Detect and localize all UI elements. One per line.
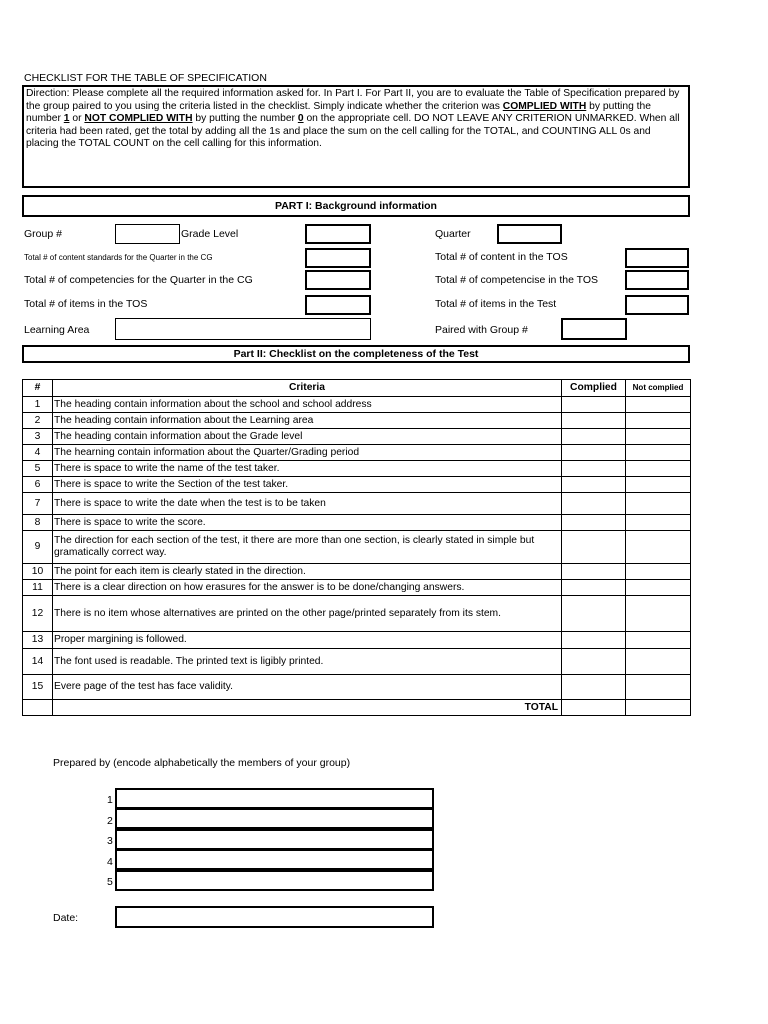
competencies-tos-input[interactable] bbox=[625, 270, 689, 290]
table-row bbox=[23, 493, 691, 515]
part2-header: Part II: Checklist on the completeness of the Test bbox=[22, 345, 690, 363]
row-number: 8 bbox=[23, 515, 53, 531]
direction-text-2: by putting the number bbox=[26, 100, 651, 124]
not-complied-cell[interactable] bbox=[626, 580, 691, 596]
items-tos-label: Total # of items in the TOS bbox=[24, 298, 148, 310]
direction-text-4: by putting the number bbox=[192, 113, 298, 124]
learning-area-input[interactable] bbox=[115, 318, 371, 340]
total-label: TOTAL bbox=[53, 700, 562, 716]
complied-cell[interactable] bbox=[562, 632, 626, 649]
grade-level-input[interactable] bbox=[305, 224, 371, 244]
complied-cell[interactable] bbox=[562, 564, 626, 580]
row-criterion: There is no item whose alternatives are printed on the other page/printed separately from its stem. bbox=[53, 596, 562, 632]
quarter-label: Quarter bbox=[435, 228, 471, 240]
row-number: 14 bbox=[23, 649, 53, 675]
complied-cell[interactable] bbox=[562, 461, 626, 477]
complied-cell[interactable] bbox=[562, 675, 626, 700]
not-complied-cell[interactable] bbox=[626, 632, 691, 649]
complied-cell[interactable] bbox=[562, 596, 626, 632]
row-criterion: The font used is readable. The printed text is ligibly printed. bbox=[53, 649, 562, 675]
content-standards-input[interactable] bbox=[305, 248, 371, 268]
not-complied-cell[interactable] bbox=[626, 477, 691, 493]
member-number: 1 bbox=[107, 794, 113, 806]
content-standards-label: Total # of content standards for the Quarter in the CG bbox=[24, 253, 213, 262]
row-number: 4 bbox=[23, 445, 53, 461]
not-complied-cell[interactable] bbox=[626, 429, 691, 445]
criteria-table bbox=[22, 379, 691, 716]
member-name-input[interactable] bbox=[115, 788, 434, 809]
not-complied-cell[interactable] bbox=[626, 397, 691, 413]
not-complied-cell[interactable] bbox=[626, 596, 691, 632]
table-row bbox=[23, 445, 691, 461]
table-row bbox=[23, 477, 691, 493]
row-number: 6 bbox=[23, 477, 53, 493]
table-row bbox=[23, 649, 691, 675]
member-name-input[interactable] bbox=[115, 849, 434, 870]
not-complied-cell[interactable] bbox=[626, 445, 691, 461]
col-not-complied-header: Not complied bbox=[626, 380, 691, 397]
complied-cell[interactable] bbox=[562, 493, 626, 515]
member-name-input[interactable] bbox=[115, 870, 434, 891]
complied-cell[interactable] bbox=[562, 413, 626, 429]
row-criterion: The heading contain information about the Grade level bbox=[53, 429, 562, 445]
complied-cell[interactable] bbox=[562, 397, 626, 413]
row-number: 11 bbox=[23, 580, 53, 596]
row-criterion: The hearning contain information about the Quarter/Grading period bbox=[53, 445, 562, 461]
table-row bbox=[23, 413, 691, 429]
content-tos-label: Total # of content in the TOS bbox=[435, 251, 568, 263]
paired-group-input[interactable] bbox=[561, 318, 627, 340]
competencies-cg-input[interactable] bbox=[305, 270, 371, 290]
table-row bbox=[23, 580, 691, 596]
items-tos-input[interactable] bbox=[305, 295, 371, 315]
complied-cell[interactable] bbox=[562, 580, 626, 596]
not-complied-with-term: NOT COMPLIED WITH bbox=[84, 113, 193, 124]
competencies-tos-label: Total # of competencise in the TOS bbox=[435, 274, 599, 286]
complied-cell[interactable] bbox=[562, 515, 626, 531]
direction-box bbox=[22, 85, 690, 188]
total-not-complied-cell[interactable] bbox=[626, 700, 691, 716]
direction-text-1: Direction: Please complete all the required information asked for. In Part I. For Part II, you are to evaluate the Table of Specification prepared by the group paired to you using the criteria listed in the checklist. Simply indicate whether the criterion was bbox=[26, 88, 680, 112]
paired-group-label: Paired with Group # bbox=[435, 324, 528, 336]
direction-text-3: or bbox=[69, 113, 85, 124]
not-complied-cell[interactable] bbox=[626, 493, 691, 515]
row-criterion: The heading contain information about the Learning area bbox=[53, 413, 562, 429]
number-zero: 0 bbox=[297, 113, 304, 124]
row-number: 2 bbox=[23, 413, 53, 429]
col-num-header: # bbox=[23, 380, 53, 397]
page-title: CHECKLIST FOR THE TABLE OF SPECIFICATION bbox=[24, 72, 267, 84]
col-complied-header: Complied bbox=[562, 380, 626, 397]
row-number: 5 bbox=[23, 461, 53, 477]
row-criterion: There is space to write the date when the test is to be taken bbox=[53, 493, 562, 515]
items-test-label: Total # of items in the Test bbox=[435, 298, 557, 310]
total-empty-cell bbox=[23, 700, 53, 716]
complied-cell[interactable] bbox=[562, 649, 626, 675]
member-number: 2 bbox=[107, 815, 113, 827]
learning-area-label: Learning Area bbox=[24, 324, 90, 336]
row-number: 1 bbox=[23, 397, 53, 413]
complied-cell[interactable] bbox=[562, 429, 626, 445]
complied-with-term: COMPLIED WITH bbox=[502, 100, 587, 112]
number-one: 1 bbox=[63, 113, 70, 124]
member-name-input[interactable] bbox=[115, 829, 434, 850]
content-tos-input[interactable] bbox=[625, 248, 689, 268]
row-criterion: The point for each item is clearly stated in the direction. bbox=[53, 564, 562, 580]
not-complied-cell[interactable] bbox=[626, 531, 691, 564]
part1-header: PART I: Background information bbox=[22, 195, 690, 217]
member-number: 5 bbox=[107, 876, 113, 888]
row-number: 13 bbox=[23, 632, 53, 649]
row-number: 10 bbox=[23, 564, 53, 580]
table-row bbox=[23, 564, 691, 580]
date-label: Date: bbox=[53, 912, 79, 924]
group-label: Group # bbox=[24, 228, 62, 240]
row-criterion: There is a clear direction on how erasures for the answer is to be done/changing answers. bbox=[53, 580, 562, 596]
table-row bbox=[23, 397, 691, 413]
member-number: 3 bbox=[107, 835, 113, 847]
col-criteria-header: Criteria bbox=[53, 380, 562, 397]
row-number: 3 bbox=[23, 429, 53, 445]
not-complied-cell[interactable] bbox=[626, 461, 691, 477]
total-complied-cell[interactable] bbox=[562, 700, 626, 716]
row-criterion: Proper margining is followed. bbox=[53, 632, 562, 649]
date-input[interactable] bbox=[115, 906, 434, 928]
table-row bbox=[23, 531, 691, 564]
row-number: 7 bbox=[23, 493, 53, 515]
complied-cell[interactable] bbox=[562, 445, 626, 461]
total-row bbox=[23, 700, 691, 716]
table-row bbox=[23, 429, 691, 445]
row-number: 12 bbox=[23, 596, 53, 632]
prepared-by-label: Prepared by (encode alphabetically the members of your group) bbox=[53, 757, 351, 769]
not-complied-cell[interactable] bbox=[626, 564, 691, 580]
row-criterion: Evere page of the test has face validity. bbox=[53, 675, 562, 700]
table-header-row bbox=[23, 380, 691, 397]
group-input[interactable] bbox=[115, 224, 180, 244]
not-complied-cell[interactable] bbox=[626, 675, 691, 700]
row-criterion: The direction for each section of the test, it there are more than one section, is clearly stated in simple but gramatically correct way. bbox=[53, 531, 562, 564]
table-row bbox=[23, 515, 691, 531]
quarter-input[interactable] bbox=[497, 224, 562, 244]
row-number: 9 bbox=[23, 531, 53, 564]
items-test-input[interactable] bbox=[625, 295, 689, 315]
not-complied-cell[interactable] bbox=[626, 515, 691, 531]
row-number: 15 bbox=[23, 675, 53, 700]
member-name-input[interactable] bbox=[115, 808, 434, 829]
row-criterion: The heading contain information about the school and school address bbox=[53, 397, 562, 413]
row-criterion: There is space to write the name of the test taker. bbox=[53, 461, 562, 477]
table-row bbox=[23, 596, 691, 632]
grade-level-label: Grade Level bbox=[181, 228, 239, 240]
complied-cell[interactable] bbox=[562, 531, 626, 564]
table-row bbox=[23, 461, 691, 477]
direction-text-5: on the appropriate cell. DO NOT LEAVE ANY CRITERION UNMARKED. When all criteria had been rated, get the total by adding all the 1s and place the sum on the cell calling for the TOTAL, and COUNTING ALL 0s and placing the TOTAL COUNT on the cell calling for this information. bbox=[26, 113, 680, 149]
row-criterion: There is space to write the score. bbox=[53, 515, 562, 531]
competencies-cg-label: Total # of competencies for the Quarter in the CG bbox=[24, 274, 253, 286]
member-number: 4 bbox=[107, 856, 113, 868]
table-row bbox=[23, 675, 691, 700]
not-complied-cell[interactable] bbox=[626, 649, 691, 675]
not-complied-cell[interactable] bbox=[626, 413, 691, 429]
complied-cell[interactable] bbox=[562, 477, 626, 493]
table-row bbox=[23, 632, 691, 649]
row-criterion: There is space to write the Section of the test taker. bbox=[53, 477, 562, 493]
